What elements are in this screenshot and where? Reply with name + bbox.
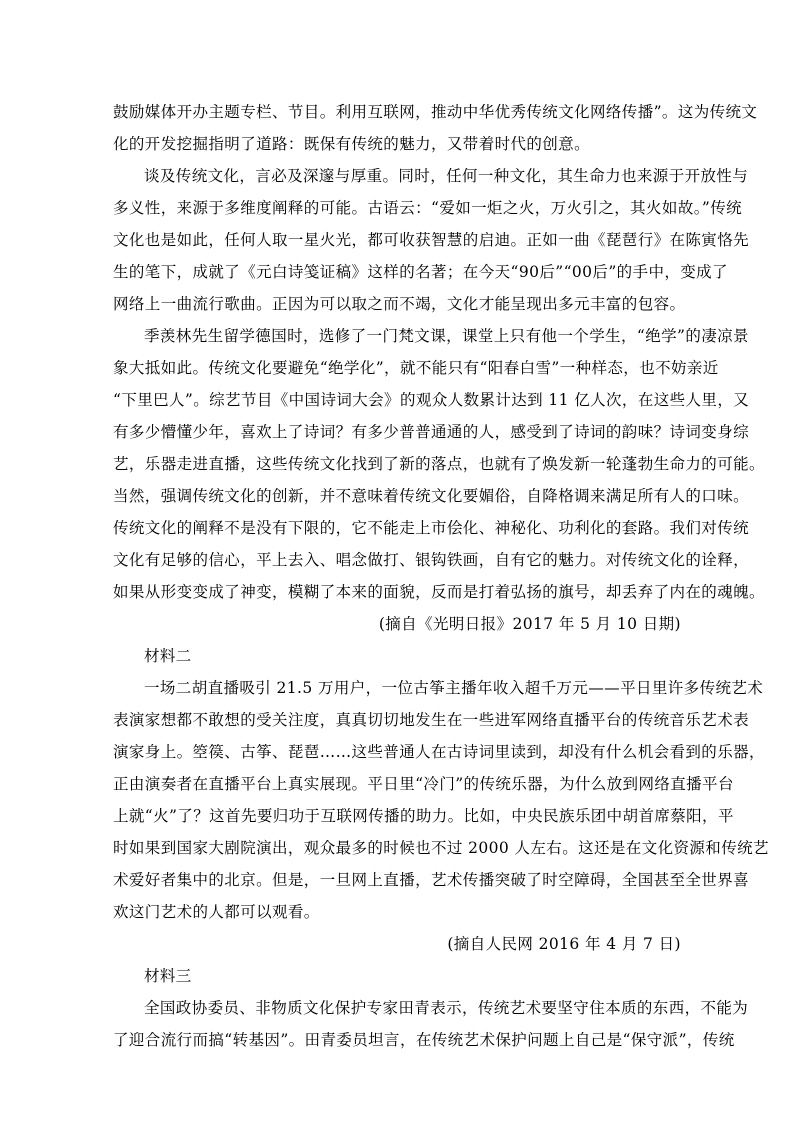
paragraph-line: 时如果到国家大剧院演出，观众最多的时候也不过 2000 人左右。这还是在文化资源和传统艺 <box>113 839 769 857</box>
paragraph-line: 化的开发挖掘指明了道路：既保有传统的魅力，又带着时代的创意。 <box>113 135 591 153</box>
paragraph-line: 一场二胡直播吸引 21.5 万用户，一位古筝主播年收入超千万元——平日里许多传统艺术 <box>144 679 764 697</box>
paragraph-line: 当然，强调传统文化的创新，并不意味着传统文化要媚俗，自降格调来满足所有人的口味。 <box>113 487 750 505</box>
paragraph-line: 文化也是如此，任何人取一星火光，都可收获智慧的启迪。正如一曲《琵琶行》在陈寅恪先 <box>113 231 750 249</box>
paragraph-line: 欢这门艺术的人都可以观看。 <box>113 903 320 921</box>
paragraph-line: “下里巴人”。综艺节目《中国诗词大会》的观众人数累计达到 11 亿人次，在这些人里，又 <box>113 391 750 409</box>
paragraph-line: 传统文化的阐释不是没有下限的，它不能走上市侩化、神秘化、功利化的套路。我们对传统 <box>113 519 750 537</box>
paragraph-line: 季羡林先生留学德国时，选修了一门梵文课，课堂上只有他一个学生，“绝学”的凄凉景 <box>144 327 749 345</box>
paragraph-line: 鼓励媒体开办主题专栏、节目。利用互联网，推动中华优秀传统文化网络传播”。这为传统文 <box>113 103 758 121</box>
paragraph-line: 文化有足够的信心，平上去入、唱念做打、银钩铁画，自有它的魅力。对传统文化的诠释， <box>113 551 750 569</box>
paragraph-line: 演家身上。箜篌、古筝、琵琶……这些普通人在古诗词里读到，却没有什么机会看到的乐器， <box>113 743 765 761</box>
section-heading: 材料二 <box>144 647 192 665</box>
paragraph-line: 上就“火”了？这首先要归功于互联网传播的助力。比如，中央民族乐团中胡首席蔡阳，平 <box>113 807 734 825</box>
section-heading: 材料三 <box>144 967 192 985</box>
paragraph-line: 谈及传统文化，言必及深邃与厚重。同时，任何一种文化，其生命力也来源于开放性与 <box>144 167 749 185</box>
paragraph-line: 如果从形变变成了神变，模糊了本来的面貌，反而是打着弘扬的旗号，却丢弃了内在的魂魄。 <box>113 583 765 601</box>
paragraph-line: 全国政协委员、非物质文化保护专家田青表示，传统艺术要坚守住本质的东西，不能为 <box>144 999 749 1017</box>
paragraph-line: 多义性，来源于多维度阐释的可能。古语云：“爱如一炬之火，万火引之，其火如故。”传统 <box>113 199 743 217</box>
paragraph-line: 表演家想都不敢想的受关注度，真真切切地发生在一些进军网络直播平台的传统音乐艺术表 <box>113 711 750 729</box>
paragraph-line: 网络上一曲流行歌曲。正因为可以取之而不竭，文化才能呈现出多元丰富的包容。 <box>113 295 686 313</box>
paragraph-line: 生的笔下，成就了《元白诗笺证稿》这样的名著；在今天“90后”“00后”的手中，变成了 <box>113 263 728 281</box>
paragraph-line: 象大抵如此。传统文化要避免“绝学化”，就不能只有“阳春白雪”一种样态，也不妨亲近 <box>113 359 719 377</box>
paragraph-line: 了迎合流行而搞“转基因”。田青委员坦言，在传统艺术保护问题上自己是“保守派”，传统 <box>113 1031 735 1049</box>
paragraph-line: 正由演奏者在直播平台上真实展现。平日里“冷门”的传统乐器，为什么放到网络直播平台 <box>113 775 734 793</box>
paragraph-line: 术爱好者集中的北京。但是，一旦网上直播，艺术传播突破了时空障碍，全国甚至全世界喜 <box>113 871 750 889</box>
paragraph-line: 有多少懵懂少年，喜欢上了诗词？有多少普普通通的人，感受到了诗词的韵味？诗词变身综 <box>113 423 750 441</box>
source-citation: (摘自人民网 2016 年 4 月 7 日) <box>447 935 681 953</box>
paragraph-line: 艺，乐器走进直播，这些传统文化找到了新的落点，也就有了焕发新一轮蓬勃生命力的可能。 <box>113 455 765 473</box>
source-citation: (摘自《光明日报》2017 年 5 月 10 日期) <box>378 615 681 633</box>
